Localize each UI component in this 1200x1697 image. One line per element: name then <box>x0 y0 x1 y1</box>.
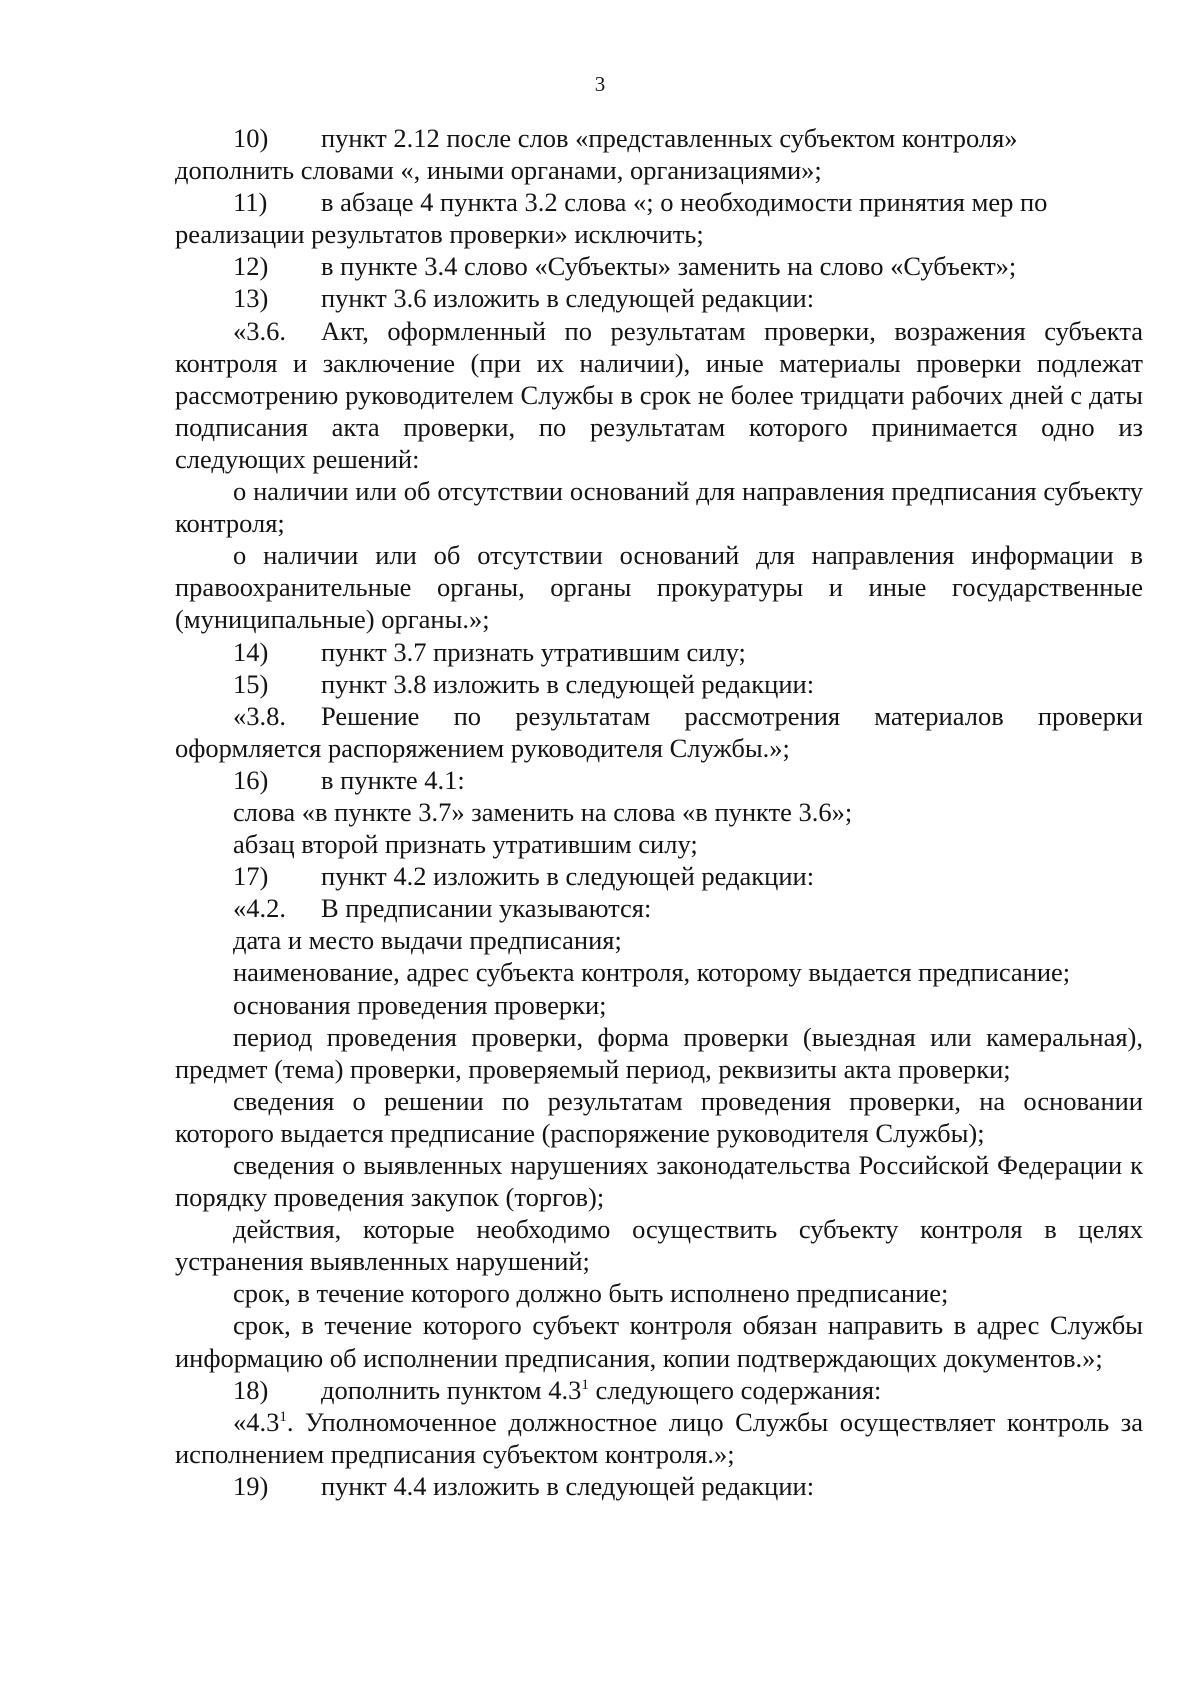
clause-number: «3.6. <box>233 315 286 346</box>
list-item-18 <box>175 1374 1143 1406</box>
item-number: 15) <box>233 668 269 699</box>
list-item-15 <box>175 668 1143 700</box>
clause-3-6 <box>175 315 1143 475</box>
paragraph: дата и место выдачи предписания; <box>233 925 622 956</box>
item-number: 12) <box>233 251 269 282</box>
list-item-17 <box>175 860 1143 892</box>
clause-text: Решение по результатам рассмотрения материалов проверки оформляется распоряжением руководителя Службы.»; <box>175 700 1143 763</box>
paragraph: действия, которые необходимо осуществить субъекту контроля в целях устранения выявленных нарушений; <box>175 1214 1143 1277</box>
item-text-before: дополнить пунктом 4.3 <box>321 1374 582 1405</box>
list-item-16 <box>175 764 1143 796</box>
paragraph: наименование, адрес субъекта контроля, которому выдается предписание; <box>233 957 1071 988</box>
document-body <box>175 122 1143 1502</box>
item-number: 17) <box>233 861 269 892</box>
page-number: 3 <box>594 72 606 96</box>
list-item-10 <box>175 122 1143 186</box>
clause-3-8 <box>175 700 1143 764</box>
paragraph: срок, в течение которого субъект контроля обязан направить в адрес Службы информацию об исполнении предписания, копии подтверждающих документов.»; <box>175 1310 1143 1373</box>
item-text: в пункте 3.4 слово «Субъекты» заменить на слово «Субъект»; <box>321 251 1017 282</box>
list-item-11 <box>175 186 1143 250</box>
list-item-12 <box>175 250 1143 282</box>
item-number: 19) <box>233 1470 269 1501</box>
item-text: пункт 3.7 признать утратившим силу; <box>321 636 746 667</box>
clause-text: Акт, оформленный по результатам проверки, возражения субъекта контроля и заключение (при их наличии), иные материалы проверки подлежат рассмотрению руководителем Службы в срок не более тридцати рабочих дней с даты подписания акта проверки, по результатам которого принимается одно из следующих решений: <box>175 315 1143 474</box>
superscript: 1 <box>279 1408 287 1425</box>
paragraph: о наличии или об отсутствии оснований для направления предписания субъекту контроля; <box>175 476 1143 539</box>
paragraph: слова «в пункте 3.7» заменить на слова «в пункте 3.6»; <box>233 796 853 827</box>
item-number: 11) <box>233 187 268 218</box>
clause-text-before: «4.3 <box>233 1406 280 1437</box>
superscript: 1 <box>581 1376 589 1393</box>
clause-number: «4.2. <box>233 893 286 924</box>
paragraph: о наличии или об отсутствии оснований для направления информации в правоохранительные органы, органы прокуратуры и иные государственные (муниципальные) органы.»; <box>175 540 1143 635</box>
clause-text-after: . Уполномоченное должностное лицо Службы осуществляет контроль за исполнением предписания субъектом контроля.»; <box>175 1406 1143 1469</box>
clause-number: «3.8. <box>233 700 286 731</box>
clause-4-3-1 <box>175 1406 1143 1470</box>
item-text-after: следующего содержания: <box>588 1374 882 1405</box>
paragraph: сведения о решении по результатам проведения проверки, на основании которого выдается предписание (распоряжение руководителя Службы); <box>175 1085 1143 1148</box>
paragraph: абзац второй признать утратившим силу; <box>233 829 698 860</box>
item-text: пункт 4.4 изложить в следующей редакции: <box>321 1470 815 1501</box>
paragraph: период проведения проверки, форма проверки (выездная или камеральная), предмет (тема) проверки, проверяемый период, реквизиты акта проверки; <box>175 1021 1143 1084</box>
item-number: 14) <box>233 636 269 667</box>
item-text: в пункте 4.1: <box>321 764 465 795</box>
paragraph: сведения о выявленных нарушениях законодательства Российской Федерации к порядку проведения закупок (торгов); <box>175 1150 1143 1213</box>
list-item-14 <box>175 636 1143 668</box>
item-number: 18) <box>233 1374 269 1405</box>
clause-4-2 <box>175 892 1143 924</box>
item-number: 16) <box>233 764 269 795</box>
item-text: пункт 3.8 изложить в следующей редакции: <box>321 668 815 699</box>
item-text <box>321 1374 1143 1406</box>
paragraph: срок, в течение которого должно быть исполнено предписание; <box>233 1278 949 1309</box>
clause-text: В предписании указываются: <box>321 893 652 924</box>
list-item-19 <box>175 1470 1143 1502</box>
item-number: 13) <box>233 283 269 314</box>
item-text: в абзаце 4 пункта 3.2 слова «; о необходимости принятия мер по реализации результатов проверки» исключить; <box>175 187 1048 250</box>
item-text: пункт 3.6 изложить в следующей редакции: <box>321 283 815 314</box>
list-item-13 <box>175 282 1143 314</box>
paragraph: основания проведения проверки; <box>233 989 607 1020</box>
item-number: 10) <box>233 123 269 153</box>
item-text: пункт 4.2 изложить в следующей редакции: <box>321 861 815 892</box>
item-text: пункт 2.12 после слов «представленных субъектом контроля» дополнить словами «, иными органами, организациями»; <box>175 123 1018 186</box>
